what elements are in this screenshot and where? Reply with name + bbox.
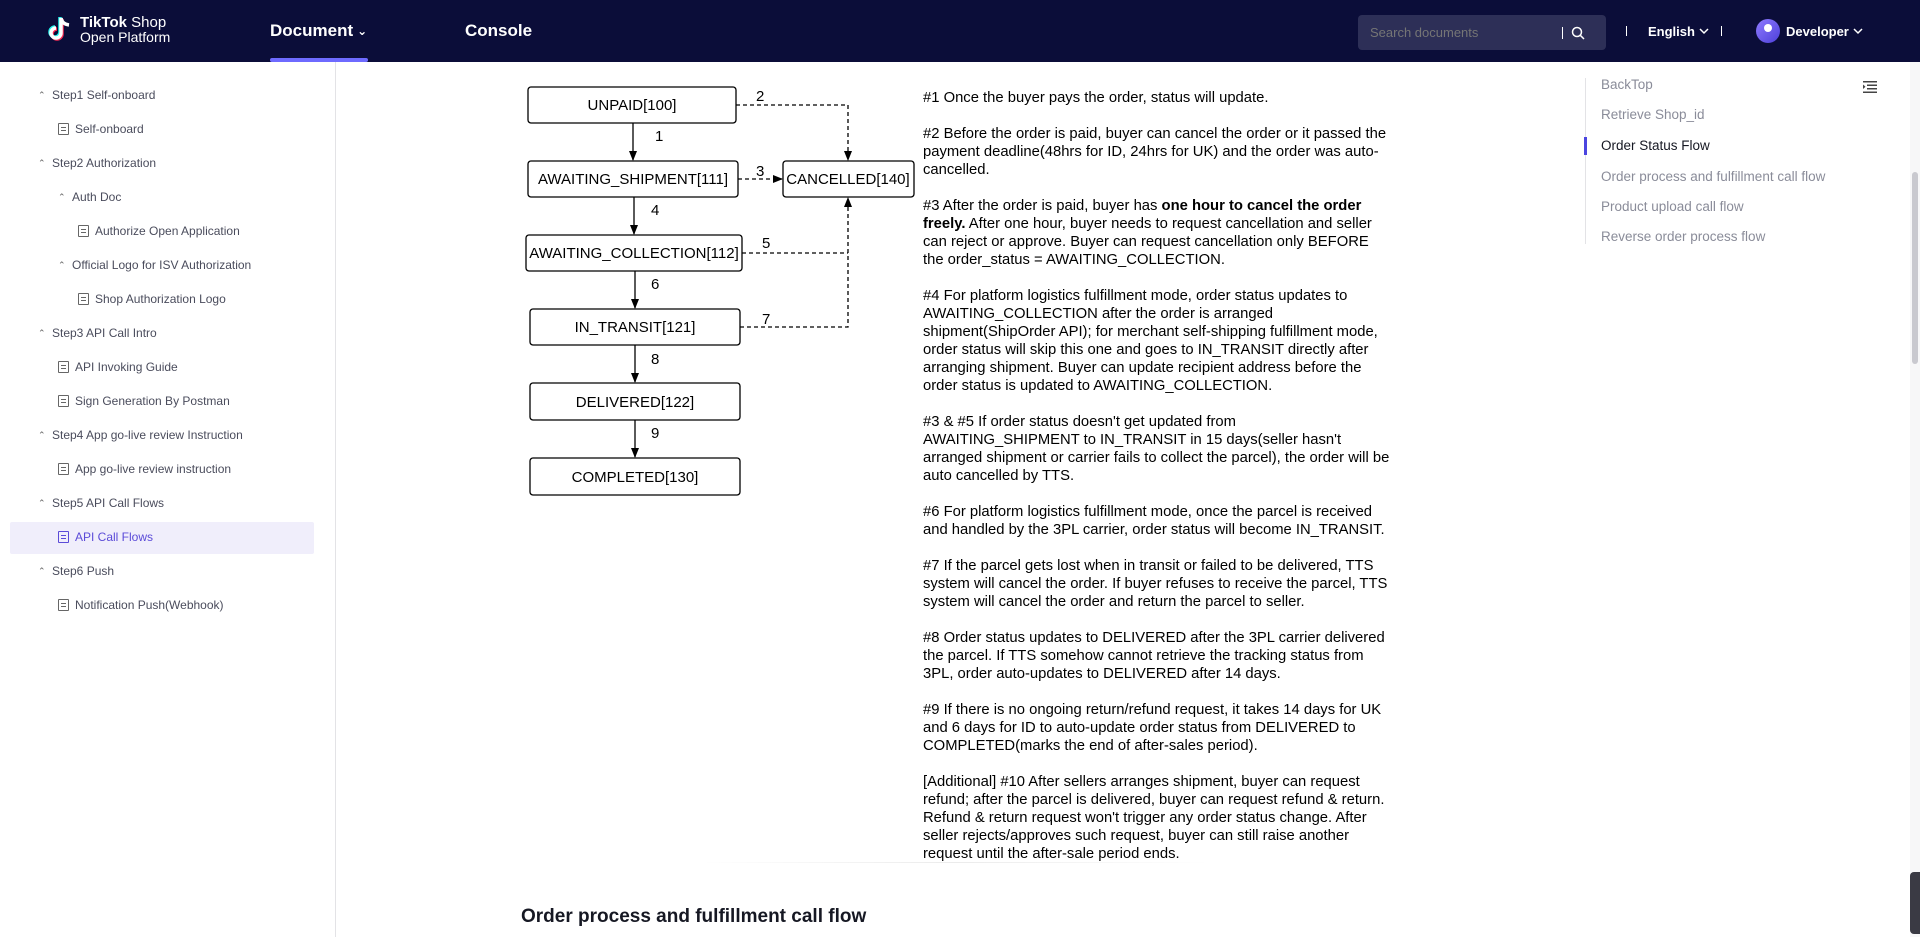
sidebar-item-label: App go-live review instruction: [75, 462, 232, 476]
sidebar-item-shop-authorization-logo[interactable]: [78, 292, 226, 306]
document-icon: [78, 293, 89, 305]
transition-number-5: 5: [762, 235, 771, 252]
document-icon: [78, 225, 89, 237]
chevron-up-icon: ⌃: [38, 89, 46, 100]
sidebar-group-step3[interactable]: [38, 326, 157, 340]
sidebar-group-step1[interactable]: [38, 88, 155, 102]
search-icon[interactable]: [1571, 26, 1585, 40]
state-awaiting-shipment-label: AWAITING_SHIPMENT[111]: [537, 171, 729, 188]
section-title: Order process and fulfillment call flow: [521, 906, 867, 927]
toc-item-reverse-order[interactable]: Reverse order process flow: [1601, 229, 1766, 244]
content-divider: [700, 862, 1210, 863]
header-divider: [1626, 26, 1627, 36]
transition-number-4: 4: [651, 202, 660, 219]
state-completed: [530, 458, 740, 495]
sidebar-item-label: Step6 Push: [52, 564, 115, 578]
sidebar-item-label: Auth Doc: [72, 190, 122, 204]
document-icon: [58, 123, 69, 135]
note-3: [923, 197, 1393, 269]
chevron-down-icon: ⌄: [357, 24, 368, 38]
state-cancelled-label: CANCELLED[140]: [786, 171, 910, 188]
chevron-up-icon: ⌃: [58, 259, 66, 270]
transition-number-1: 1: [655, 128, 664, 145]
header-divider: [1721, 26, 1722, 36]
sidebar-group-step6[interactable]: [38, 564, 114, 578]
user-menu[interactable]: [1756, 0, 1863, 62]
sidebar-group-auth-doc[interactable]: [58, 190, 121, 204]
sidebar-item-label: Sign Generation By Postman: [75, 394, 230, 408]
sidebar-item-label: Step2 Authorization: [52, 156, 157, 170]
search-box: [1358, 15, 1606, 50]
note-4: #4 For platform logistics fulfillment mode, order status updates to AWAITING_COLLECTION after the order is arranged shipment(ShipOrder API); for merchant self-shipping fulfillment mode, order status will skip this one and goes to IN_TRANSIT directly after arranging shipment. Buyer can update recipient address before the order status is updated to AWAITING_COLLECTION.: [923, 288, 1378, 394]
sidebar-item-label: Notification Push(Webhook): [75, 598, 224, 612]
toc-item-order-process[interactable]: Order process and fulfillment call flow: [1601, 169, 1826, 184]
toc-item-retrieve-shop-id[interactable]: Retrieve Shop_id: [1601, 107, 1705, 122]
top-navigation-bar: [0, 0, 1920, 62]
toc-active-indicator: [1584, 137, 1587, 155]
note-6: #6 For platform logistics fulfillment mode, once the parcel is received and handled by the 3PL carrier, order status will become IN_TRANSIT.: [923, 504, 1385, 538]
search-input[interactable]: [1358, 25, 1558, 40]
chevron-up-icon: ⌃: [58, 191, 66, 202]
transition-arrow-7: [740, 198, 848, 327]
sidebar-item-authorize-open-application[interactable]: [78, 224, 240, 238]
sidebar-item-label: Self-onboard: [75, 122, 144, 136]
note-9: #9 If there is no ongoing return/refund request, it takes 14 days for UK and 6 days for ID to auto-update order status from DELIVERED to COMPLETED(marks the end of after-sales period).: [923, 702, 1382, 754]
nav-console-label: Console: [465, 21, 533, 40]
sidebar-item-label: Step3 API Call Intro: [52, 326, 157, 340]
document-icon: [58, 599, 69, 611]
note-8: #8 Order status updates to DELIVERED after the 3PL carrier delivered the parcel. If TTS somehow cannot retrieve the tracking status from 3PL, order auto-updates to DELIVERED after 14 days.: [923, 630, 1385, 682]
document-icon: [58, 361, 69, 373]
note-1: #1 Once the buyer pays the order, status will update.: [923, 90, 1269, 106]
nav-document-menu[interactable]: [270, 0, 367, 62]
sidebar-group-step2[interactable]: [38, 156, 156, 170]
note-2: #2 Before the order is paid, buyer can cancel the order or it passed the payment deadline(48hrs for ID, 24hrs for UK) and the order was auto-cancelled.: [923, 126, 1387, 178]
state-unpaid-label: UNPAID[100]: [587, 97, 677, 114]
tiktok-shop-logo[interactable]: [46, 14, 170, 46]
order-status-flow-diagram: [520, 80, 920, 500]
language-label: English: [1648, 23, 1695, 39]
sidebar-group-official-logo[interactable]: [58, 258, 251, 272]
sidebar-active-highlight: [10, 522, 314, 554]
order-status-notes: [923, 89, 1393, 881]
floating-side-handle[interactable]: [1910, 872, 1920, 934]
state-awaiting-collection: [526, 235, 742, 271]
transition-number-3: 3: [756, 163, 765, 180]
logo-brand: TikTok: [80, 14, 127, 31]
sidebar-item-label: Step1 Self-onboard: [52, 88, 156, 102]
toc-item-backtop[interactable]: BackTop: [1601, 77, 1653, 92]
document-icon: [58, 531, 69, 543]
transition-number-7: 7: [762, 311, 771, 328]
note-7: #7 If the parcel gets lost when in transit or failed to be delivered, TTS system will cancel the order. If buyer refuses to receive the parcel, TTS system will cancel the order and return the parcel to seller.: [923, 558, 1388, 610]
transition-number-8: 8: [651, 351, 660, 368]
state-unpaid: [528, 87, 736, 123]
transition-arrow-2: [736, 105, 848, 160]
avatar: [1756, 19, 1780, 43]
toc-collapse-icon[interactable]: [1863, 81, 1877, 93]
nav-console-link[interactable]: [465, 0, 532, 62]
sidebar-group-step4[interactable]: [38, 428, 243, 442]
toc-item-product-upload[interactable]: Product upload call flow: [1601, 199, 1744, 214]
state-awaiting-shipment: [528, 161, 738, 197]
sidebar-item-api-invoking-guide[interactable]: [58, 360, 178, 374]
logo-shop: Shop: [126, 14, 167, 31]
document-icon: [58, 463, 69, 475]
document-icon: [58, 395, 69, 407]
chevron-up-icon: ⌃: [38, 497, 46, 508]
note-10: [Additional] #10 After sellers arranges shipment, buyer can request refund; after the parcel is delivered, buyer can request refund & return. Refund & return request won't trigger any order status change. After seller rejects/approves such request, buyer can still raise another request until the after-sale period ends.: [923, 774, 1385, 862]
sidebar-item-label: Step4 App go-live review Instruction: [52, 428, 243, 442]
sidebar-item-notification-push[interactable]: [58, 598, 224, 612]
sidebar-item-api-call-flows[interactable]: [58, 530, 153, 544]
sidebar-item-label: Authorize Open Application: [95, 224, 240, 238]
sidebar-item-label: Shop Authorization Logo: [95, 292, 226, 306]
toc-item-order-status-flow[interactable]: Order Status Flow: [1601, 138, 1710, 153]
nav-document-label: Document: [270, 21, 354, 40]
state-in-transit-label: IN_TRANSIT[121]: [574, 319, 696, 336]
sidebar-item-self-onboard[interactable]: [58, 122, 144, 136]
transition-number-6: 6: [651, 276, 660, 293]
user-name: Developer: [1786, 23, 1849, 39]
sidebar-item-label: Official Logo for ISV Authorization: [72, 258, 252, 272]
sidebar-item-label: API Call Flows: [75, 530, 154, 544]
page-scrollbar-thumb[interactable]: [1912, 172, 1918, 364]
transition-number-9: 9: [651, 425, 660, 442]
chevron-up-icon: ⌃: [38, 327, 46, 338]
state-delivered: [530, 383, 740, 420]
sidebar-item-label: Step5 API Call Flows: [52, 496, 165, 510]
tiktok-logo-icon: [46, 14, 74, 46]
state-delivered-label: DELIVERED[122]: [575, 394, 695, 411]
transition-number-2: 2: [756, 88, 765, 105]
logo-text: [80, 16, 170, 44]
state-completed-label: COMPLETED[130]: [571, 469, 699, 486]
sidebar-item-app-go-live-review[interactable]: [58, 462, 231, 476]
chevron-up-icon: ⌃: [38, 429, 46, 440]
search-divider: [1562, 27, 1563, 39]
chevron-up-icon: ⌃: [38, 157, 46, 168]
state-cancelled: [783, 161, 914, 197]
note-3-5: #3 & #5 If order status doesn't get updated from AWAITING_SHIPMENT to IN_TRANSIT in 15 days(seller hasn't arranged shipment or carrier fails to collect the parcel), the order will be auto cancelled by TTS.: [923, 414, 1390, 484]
note-3-bold: one hour to cancel the order freely.: [923, 198, 1362, 232]
chevron-up-icon: ⌃: [38, 565, 46, 576]
toc-track: [1585, 78, 1586, 244]
note-3-rest: After one hour, buyer needs to request cancellation and seller can reject or approve. Buyer can request cancellation only BEFORE the order_status = AWAITING_COLLECTION.: [923, 216, 1372, 268]
note-3-text: #3 After the order is paid, buyer has: [923, 198, 1162, 214]
sidebar-item-label: API Invoking Guide: [75, 360, 178, 374]
language-selector[interactable]: [1648, 0, 1709, 62]
chevron-down-icon: [1853, 27, 1863, 35]
sidebar-item-sign-generation[interactable]: [58, 394, 230, 408]
state-in-transit: [530, 309, 740, 345]
sidebar-group-step5[interactable]: [38, 496, 164, 510]
chevron-down-icon: [1699, 27, 1709, 35]
state-awaiting-collection-label: AWAITING_COLLECTION[112]: [529, 245, 739, 262]
logo-subtitle: Open Platform: [80, 29, 171, 45]
